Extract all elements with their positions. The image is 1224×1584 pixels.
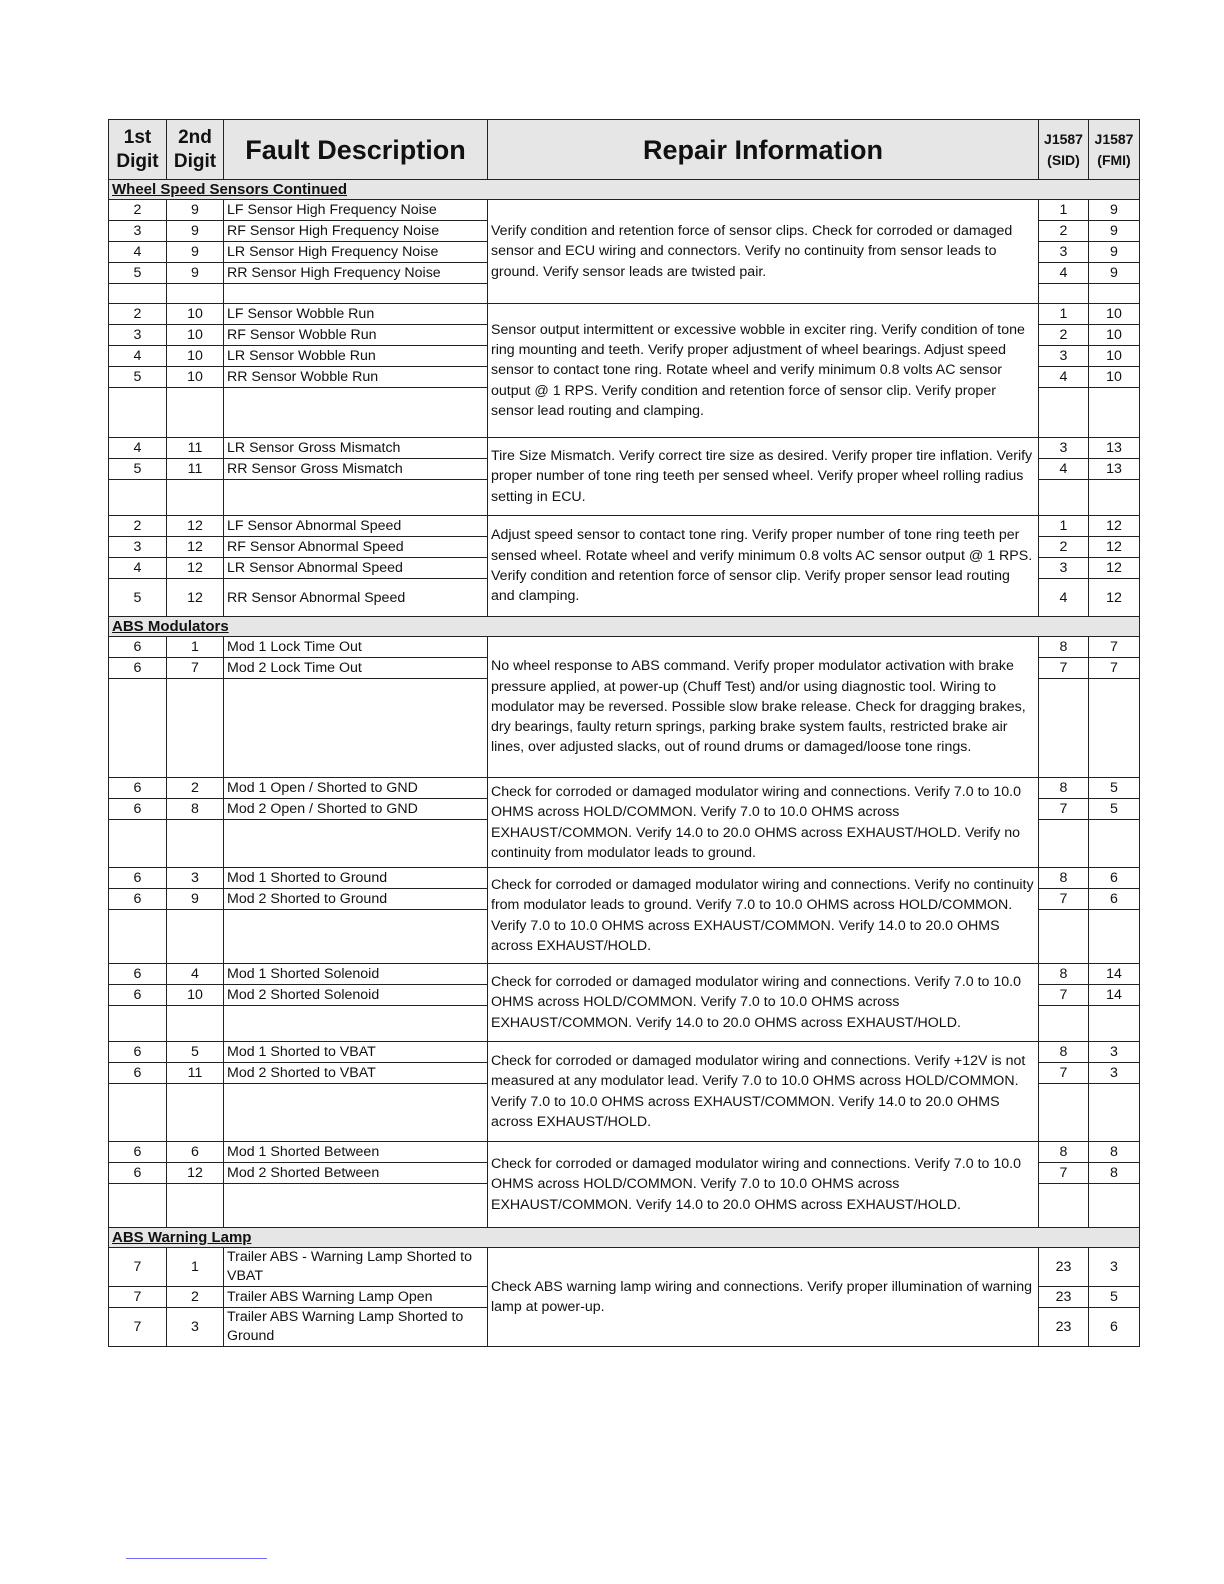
sid: 8 — [1039, 964, 1089, 985]
second-digit: 12 — [167, 516, 224, 537]
sid: 3 — [1039, 438, 1089, 459]
header-sid: J1587 (SID) — [1039, 120, 1089, 180]
table-row — [109, 1248, 1140, 1287]
first-digit: 5 — [109, 579, 167, 617]
fault-code-table — [108, 119, 1140, 1347]
first-digit: 2 — [109, 200, 167, 221]
fault-description: Mod 2 Open / Shorted to GND — [224, 799, 488, 820]
sid: 23 — [1039, 1287, 1089, 1308]
fault-description: RR Sensor Gross Mismatch — [224, 459, 488, 480]
sid: 3 — [1039, 558, 1089, 579]
table-row — [109, 778, 1140, 799]
second-digit: 10 — [167, 325, 224, 346]
fmi: 13 — [1089, 438, 1140, 459]
first-digit: 6 — [109, 985, 167, 1006]
fmi: 7 — [1089, 637, 1140, 658]
header-repair-information: Repair Information — [488, 120, 1039, 180]
fmi: 5 — [1089, 1287, 1140, 1308]
sid: 1 — [1039, 304, 1089, 325]
first-digit: 7 — [109, 1287, 167, 1308]
second-digit: 7 — [167, 658, 224, 679]
fmi: 8 — [1089, 1142, 1140, 1163]
header-fault-description: Fault Description — [224, 120, 488, 180]
sid: 1 — [1039, 200, 1089, 221]
fmi: 5 — [1089, 799, 1140, 820]
sid: 3 — [1039, 242, 1089, 263]
sid: 8 — [1039, 637, 1089, 658]
fmi: 9 — [1089, 200, 1140, 221]
second-digit: 8 — [167, 799, 224, 820]
sid: 4 — [1039, 459, 1089, 480]
fault-description: Mod 1 Shorted to VBAT — [224, 1042, 488, 1063]
fault-description: Mod 1 Lock Time Out — [224, 637, 488, 658]
table-row — [109, 637, 1140, 658]
second-digit: 2 — [167, 778, 224, 799]
fmi: 3 — [1089, 1042, 1140, 1063]
sid: 2 — [1039, 325, 1089, 346]
fmi: 10 — [1089, 304, 1140, 325]
table-row — [109, 868, 1140, 889]
first-digit: 6 — [109, 658, 167, 679]
fmi: 10 — [1089, 325, 1140, 346]
second-digit: 9 — [167, 889, 224, 910]
first-digit: 4 — [109, 438, 167, 459]
first-digit: 4 — [109, 242, 167, 263]
repair-information: Check for corroded or damaged modulator wiring and connections. Verify 7.0 to 10.0 OHMS across HOLD/COMMON. Verify 7.0 to 10.0 OHMS across EXHAUST/COMMON. Verify 14.0 to 20.0 OHMS across EXHAUST/HOLD. Verify no continuity from modulator leads to ground. — [488, 778, 1039, 868]
fault-description: LR Sensor High Frequency Noise — [224, 242, 488, 263]
table-row — [109, 516, 1140, 537]
section-title: ABS Modulators — [109, 617, 1140, 637]
second-digit: 1 — [167, 1248, 224, 1287]
fault-description: LF Sensor High Frequency Noise — [224, 200, 488, 221]
fault-description: Mod 1 Open / Shorted to GND — [224, 778, 488, 799]
fault-description: Mod 1 Shorted to Ground — [224, 868, 488, 889]
fault-description: RR Sensor High Frequency Noise — [224, 263, 488, 284]
first-digit: 6 — [109, 1063, 167, 1084]
first-digit: 6 — [109, 889, 167, 910]
section-header — [109, 617, 1140, 637]
header-first-digit: 1st Digit — [109, 120, 167, 180]
sid: 3 — [1039, 346, 1089, 367]
fault-description: Mod 2 Shorted Between — [224, 1163, 488, 1184]
second-digit: 10 — [167, 985, 224, 1006]
first-digit: 4 — [109, 558, 167, 579]
fault-description: LR Sensor Abnormal Speed — [224, 558, 488, 579]
fmi: 3 — [1089, 1248, 1140, 1287]
second-digit: 6 — [167, 1142, 224, 1163]
repair-information: Check for corroded or damaged modulator wiring and connections. Verify no continuity from modulator leads to ground. Verify 7.0 to 10.0 OHMS across HOLD/COMMON. Verify 7.0 to 10.0 OHMS across EXHAUST/COMMON. Verify 14.0 to 20.0 OHMS across EXHAUST/HOLD. — [488, 868, 1039, 964]
repair-information: Sensor output intermittent or excessive wobble in exciter ring. Verify condition of tone ring mounting and teeth. Verify proper adjustment of wheel bearings. Adjust speed sensor to contact tone ring. Rotate wheel and verify minimum 0.8 volts AC sensor output @ 1 RPS. Verify condition and retention force of sensor clip. Verify proper sensor lead routing and clamping. — [488, 304, 1039, 438]
first-digit: 5 — [109, 263, 167, 284]
fmi: 9 — [1089, 221, 1140, 242]
table-row — [109, 304, 1140, 325]
first-digit: 6 — [109, 637, 167, 658]
header-row — [109, 120, 1140, 180]
table-row — [109, 438, 1140, 459]
second-digit: 5 — [167, 1042, 224, 1063]
second-digit: 12 — [167, 537, 224, 558]
footer-rule — [126, 1558, 267, 1559]
fault-description: RF Sensor High Frequency Noise — [224, 221, 488, 242]
repair-information: No wheel response to ABS command. Verify proper modulator activation with brake pressure applied, at power-up (Chuff Test) and/or using diagnostic tool. Wiring to modulator may be reversed. Possible slow brake release. Check for dragging brakes, dry bearings, faulty return springs, parking brake system faults, restricted brake air lines, over adjusted slacks, out of round drums or damaged/loose tone rings. — [488, 637, 1039, 778]
fmi: 10 — [1089, 367, 1140, 388]
fmi: 6 — [1089, 1308, 1140, 1347]
second-digit: 4 — [167, 964, 224, 985]
fmi: 12 — [1089, 516, 1140, 537]
fault-description: RR Sensor Wobble Run — [224, 367, 488, 388]
second-digit: 3 — [167, 868, 224, 889]
sid: 8 — [1039, 1042, 1089, 1063]
first-digit: 3 — [109, 221, 167, 242]
fault-description: Mod 2 Shorted to Ground — [224, 889, 488, 910]
fmi: 8 — [1089, 1163, 1140, 1184]
second-digit: 12 — [167, 1163, 224, 1184]
repair-information: Check for corroded or damaged modulator wiring and connections. Verify +12V is not measured at any modulator lead. Verify 7.0 to 10.0 OHMS across HOLD/COMMON. Verify 7.0 to 10.0 OHMS across EXHAUST/COMMON. Verify 14.0 to 20.0 OHMS across EXHAUST/HOLD. — [488, 1042, 1039, 1142]
fmi: 12 — [1089, 558, 1140, 579]
fmi: 7 — [1089, 658, 1140, 679]
repair-information: Verify condition and retention force of sensor clips. Check for corroded or damaged sensor and ECU wiring and connectors. Verify no continuity from sensor leads to ground. Verify sensor leads are twisted pair. — [488, 200, 1039, 304]
repair-information: Check for corroded or damaged modulator wiring and connections. Verify 7.0 to 10.0 OHMS across HOLD/COMMON. Verify 7.0 to 10.0 OHMS across EXHAUST/COMMON. Verify 14.0 to 20.0 OHMS across EXHAUST/HOLD. — [488, 964, 1039, 1042]
sid: 7 — [1039, 985, 1089, 1006]
first-digit: 5 — [109, 459, 167, 480]
first-digit: 6 — [109, 1042, 167, 1063]
second-digit: 11 — [167, 1063, 224, 1084]
sid: 7 — [1039, 889, 1089, 910]
sid: 8 — [1039, 868, 1089, 889]
fault-description: LF Sensor Abnormal Speed — [224, 516, 488, 537]
sid: 7 — [1039, 1163, 1089, 1184]
table-row — [109, 1042, 1140, 1063]
fault-description: Mod 1 Shorted Between — [224, 1142, 488, 1163]
second-digit: 9 — [167, 200, 224, 221]
second-digit: 10 — [167, 304, 224, 325]
first-digit: 3 — [109, 537, 167, 558]
sid: 4 — [1039, 579, 1089, 617]
sid: 1 — [1039, 516, 1089, 537]
section-header — [109, 1228, 1140, 1248]
table-row — [109, 964, 1140, 985]
sid: 2 — [1039, 537, 1089, 558]
fault-description: Mod 2 Shorted to VBAT — [224, 1063, 488, 1084]
second-digit: 9 — [167, 263, 224, 284]
repair-information: Adjust speed sensor to contact tone ring. Verify proper number of tone ring teeth per sensed wheel. Rotate wheel and verify minimum 0.8 volts AC sensor output @ 1 RPS. Verify condition and retention force of sensor clip. Verify proper sensor lead routing and clamping. — [488, 516, 1039, 617]
first-digit: 6 — [109, 868, 167, 889]
sid: 8 — [1039, 778, 1089, 799]
fault-description: Trailer ABS Warning Lamp Shorted to Ground — [224, 1308, 488, 1347]
header-second-digit: 2nd Digit — [167, 120, 224, 180]
first-digit: 7 — [109, 1248, 167, 1287]
fmi: 14 — [1089, 964, 1140, 985]
sid: 4 — [1039, 263, 1089, 284]
sid: 4 — [1039, 367, 1089, 388]
first-digit: 4 — [109, 346, 167, 367]
fault-description: RF Sensor Abnormal Speed — [224, 537, 488, 558]
fault-description: Trailer ABS Warning Lamp Open — [224, 1287, 488, 1308]
fmi: 6 — [1089, 868, 1140, 889]
fault-description: Mod 2 Shorted Solenoid — [224, 985, 488, 1006]
table-row — [109, 1142, 1140, 1163]
sid: 7 — [1039, 799, 1089, 820]
fault-description: LF Sensor Wobble Run — [224, 304, 488, 325]
first-digit: 2 — [109, 516, 167, 537]
second-digit: 10 — [167, 367, 224, 388]
sid: 2 — [1039, 221, 1089, 242]
repair-information: Check for corroded or damaged modulator wiring and connections. Verify 7.0 to 10.0 OHMS across HOLD/COMMON. Verify 7.0 to 10.0 OHMS across EXHAUST/COMMON. Verify 14.0 to 20.0 OHMS across EXHAUST/HOLD. — [488, 1142, 1039, 1228]
sid: 8 — [1039, 1142, 1089, 1163]
second-digit: 12 — [167, 579, 224, 617]
table-row — [109, 200, 1140, 221]
first-digit: 2 — [109, 304, 167, 325]
header-fmi: J1587 (FMI) — [1089, 120, 1140, 180]
second-digit: 11 — [167, 438, 224, 459]
first-digit: 6 — [109, 1163, 167, 1184]
fmi: 9 — [1089, 242, 1140, 263]
fmi: 6 — [1089, 889, 1140, 910]
fmi: 12 — [1089, 579, 1140, 617]
fault-description: LR Sensor Gross Mismatch — [224, 438, 488, 459]
first-digit: 5 — [109, 367, 167, 388]
fault-description: Mod 1 Shorted Solenoid — [224, 964, 488, 985]
sid: 7 — [1039, 658, 1089, 679]
sid: 23 — [1039, 1248, 1089, 1287]
fault-code-document — [108, 119, 1139, 1347]
second-digit: 9 — [167, 221, 224, 242]
first-digit: 6 — [109, 1142, 167, 1163]
fault-description: LR Sensor Wobble Run — [224, 346, 488, 367]
second-digit: 12 — [167, 558, 224, 579]
first-digit: 7 — [109, 1308, 167, 1347]
first-digit: 3 — [109, 325, 167, 346]
fmi: 12 — [1089, 537, 1140, 558]
fmi: 5 — [1089, 778, 1140, 799]
section-header — [109, 180, 1140, 200]
fmi: 14 — [1089, 985, 1140, 1006]
section-title: ABS Warning Lamp — [109, 1228, 1140, 1248]
fmi: 10 — [1089, 346, 1140, 367]
fault-description: Trailer ABS - Warning Lamp Shorted to VBAT — [224, 1248, 488, 1287]
section-title: Wheel Speed Sensors Continued — [109, 180, 1140, 200]
first-digit: 6 — [109, 964, 167, 985]
fmi: 13 — [1089, 459, 1140, 480]
second-digit: 2 — [167, 1287, 224, 1308]
fault-description: RR Sensor Abnormal Speed — [224, 579, 488, 617]
fmi: 9 — [1089, 263, 1140, 284]
sid: 23 — [1039, 1308, 1089, 1347]
second-digit: 1 — [167, 637, 224, 658]
sid: 7 — [1039, 1063, 1089, 1084]
second-digit: 10 — [167, 346, 224, 367]
repair-information: Check ABS warning lamp wiring and connections. Verify proper illumination of warning lamp at power-up. — [488, 1248, 1039, 1347]
repair-information: Tire Size Mismatch. Verify correct tire size as desired. Verify proper tire inflation. Verify proper number of tone ring teeth per sensed wheel. Verify proper wheel rolling radius setting in ECU. — [488, 438, 1039, 516]
second-digit: 3 — [167, 1308, 224, 1347]
first-digit: 6 — [109, 778, 167, 799]
fault-description: RF Sensor Wobble Run — [224, 325, 488, 346]
second-digit: 9 — [167, 242, 224, 263]
second-digit: 11 — [167, 459, 224, 480]
fmi: 3 — [1089, 1063, 1140, 1084]
first-digit: 6 — [109, 799, 167, 820]
fault-description: Mod 2 Lock Time Out — [224, 658, 488, 679]
